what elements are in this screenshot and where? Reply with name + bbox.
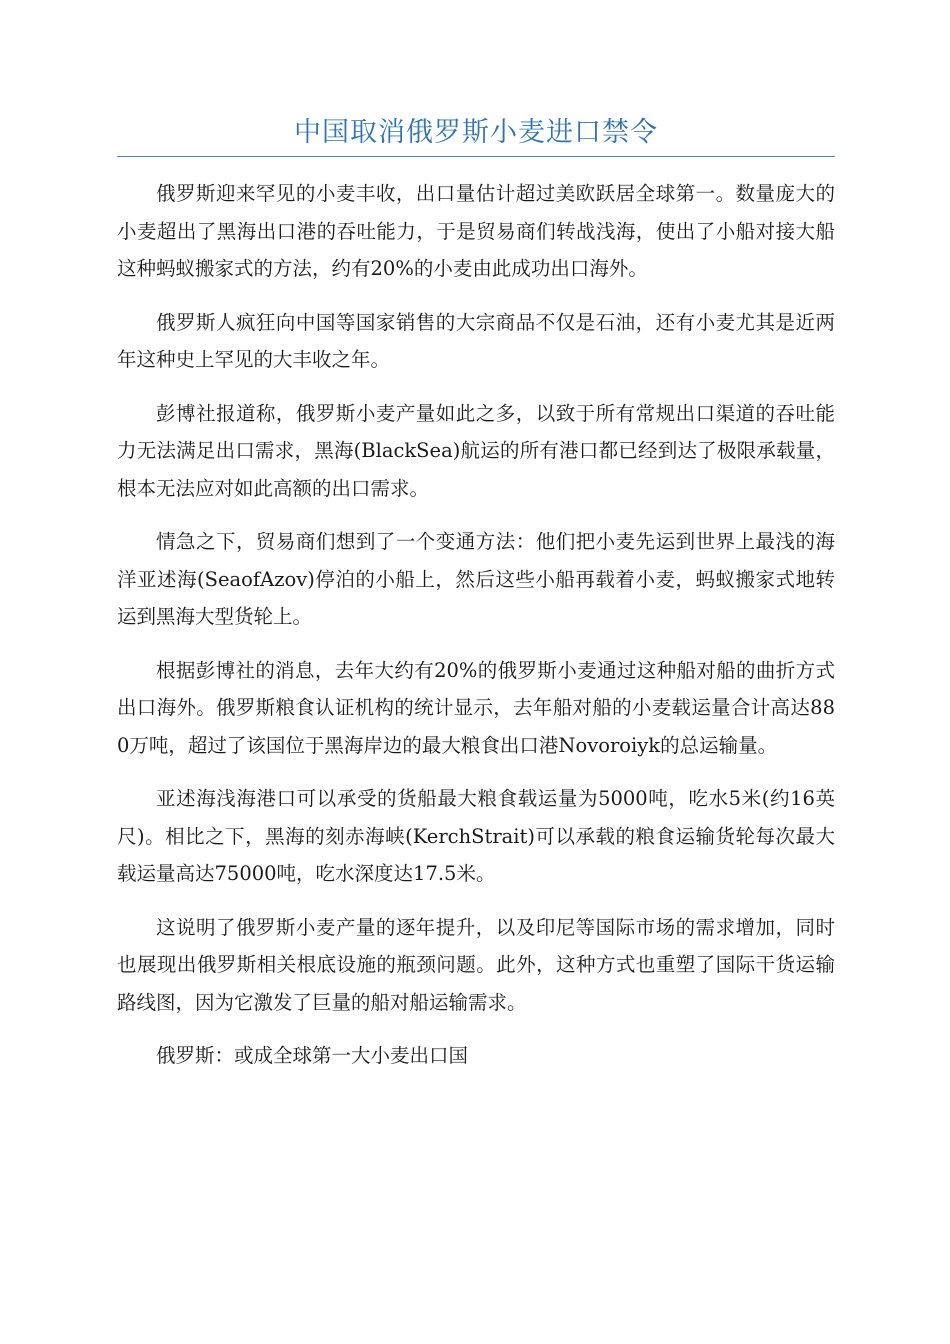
document-title: 中国取消俄罗斯小麦进口禁令 (294, 117, 658, 148)
paragraph: 亚述海浅海港口可以承受的货船最大粮食载运量为5000吨，吃水5米(约16英尺)。相比之下，黑海的刻赤海峡(KerchStrait)可以承载的粮食运输货轮每次最大载运量高达75000吨，吃水深度达17.5米。 (117, 787, 835, 885)
paragraph: 俄罗斯人疯狂向中国等国家销售的大宗商品不仅是石油，还有小麦尤其是近两年这种史上罕见的大丰收之年。 (117, 310, 835, 371)
paragraph: 彭博社报道称，俄罗斯小麦产量如此之多，以致于所有常规出口渠道的吞吐能力无法满足出口需求，黑海(BlackSea)航运的所有港口都已经到达了极限承载量，根本无法应对如此高额的出口需求。 (117, 401, 835, 500)
paragraph: 根据彭博社的消息，去年大约有20%的俄罗斯小麦通过这种船对船的曲折方式出口海外。俄罗斯粮食认证机构的统计显示，去年船对船的小麦载运量合计高达880万吨，超过了该国位于黑海岸边的最大粮食出口港Novoroiyk的总运输量。 (117, 658, 835, 757)
document-body (117, 175, 835, 1091)
paragraph: 这说明了俄罗斯小麦产量的逐年提升，以及印尼等国际市场的需求增加，同时也展现出俄罗斯相关根底设施的瓶颈问题。此外，这种方式也重塑了国际干货运输路线图，因为它激发了巨量的船对船运输需求。 (117, 915, 835, 1014)
title-block (117, 114, 835, 157)
paragraph: 俄罗斯迎来罕见的小麦丰收，出口量估计超过美欧跃居全球第一。数量庞大的小麦超出了黑海出口港的吞吐能力，于是贸易商们转战浅海，使出了小船对接大船这种蚂蚁搬家式的方法，约有20%的小麦由此成功出口海外。 (117, 182, 835, 280)
paragraph: 情急之下，贸易商们想到了一个变通方法：他们把小麦先运到世界上最浅的海洋亚述海(SeaofAzov)停泊的小船上，然后这些小船再载着小麦，蚂蚁搬家式地转运到黑海大型货轮上。 (117, 530, 835, 628)
section-heading-paragraph: 俄罗斯：或成全球第一大小麦出口国 (156, 1044, 469, 1067)
